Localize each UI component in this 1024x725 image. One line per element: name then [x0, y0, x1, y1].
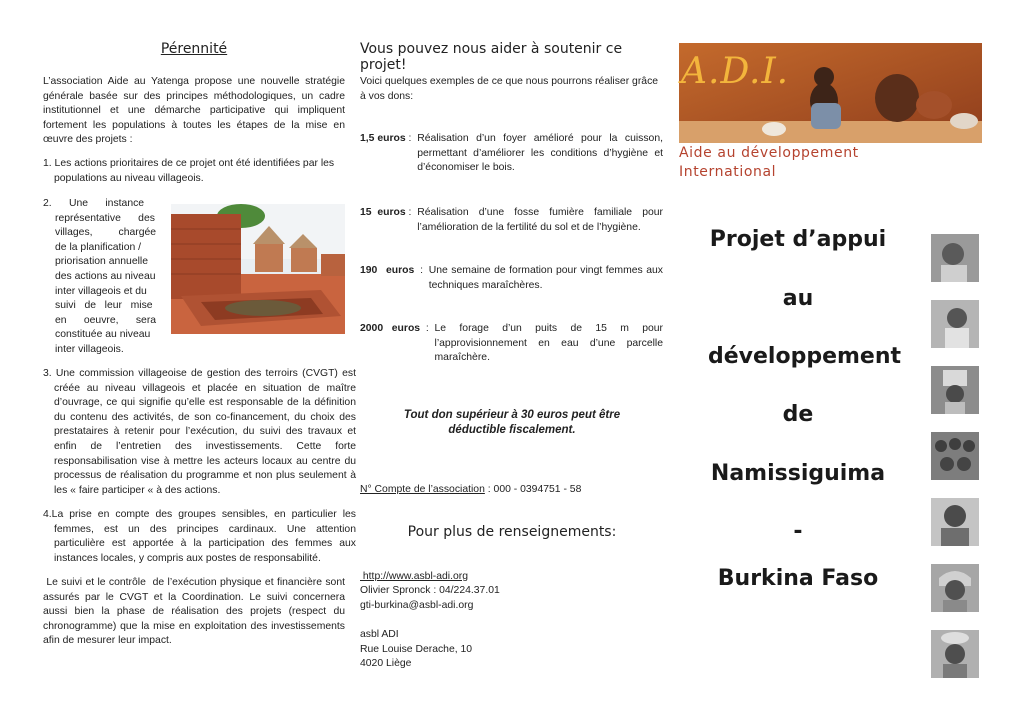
project-title-line: Projet d’appui	[709, 227, 887, 252]
list-item-2-line: inter villageois.	[55, 343, 124, 355]
website-link[interactable]: http://www.asbl-adi.org	[360, 571, 468, 582]
section-title-perennite: Pérennité	[160, 41, 228, 57]
closing-paragraph: Le suivi et le contrôle de l’exécution physique et financière sont assurés par le CVGT et la Coordination. Le suivi concernera aussi bien la phase de réalisation des projets (respect du chronogramme) que la mise en exploitation des investissements afin de mesurer leur impact.	[43, 577, 348, 647]
tax-deduction-note: Tout don supérieur à 30 euros peut être déductible fiscalement.	[403, 409, 621, 436]
donation-separator: :	[414, 265, 429, 276]
address-line-1: asbl ADI	[360, 629, 399, 640]
child-portrait-thumbnail	[931, 630, 979, 678]
list-item-3: 3. Une commission villageoise de gestion des terroirs (CVGT) est créée au niveau villageois et placée en situation de maître d’ouvrage, ce qui signifie qu’elle est responsable de la définition du contenu des activités, de son co-financement, du choix des prestataires à retenir pour l’exécution, du suivi des travaux et enfin de l’entretien des investissements. Cette forte responsabilisation vise à mettre les acteurs locaux au centre du processus de réalisation du programme et non plus seulement à les « faire participer « à des actions.	[43, 368, 356, 496]
donation-description: Réalisation d’une fosse fumière familiale pour l’amélioration de la fertilité du sol et de l’hygiène.	[417, 207, 663, 233]
org-name	[679, 144, 859, 182]
donation-amount: 190 euros	[360, 265, 415, 276]
address-line-3: 4020 Liège	[360, 658, 412, 669]
child-portrait-thumbnail	[931, 498, 979, 546]
donation-description: Une semaine de formation pour vingt femmes aux techniques maraîchères.	[428, 265, 663, 291]
project-title-line: Burkina Faso	[717, 566, 879, 591]
project-title-line: de	[782, 402, 814, 427]
list-item-2-line: de la planification /	[55, 241, 142, 253]
list-item-2-line: suivi de leur mise	[55, 300, 153, 312]
donations-title: Vous pouvez nous aider à soutenir ce projet!	[360, 41, 623, 73]
bank-account	[360, 483, 664, 498]
list-item-2	[43, 197, 163, 358]
list-item-2-line: des actions au niveau	[55, 270, 156, 282]
donation-description: Le forage d’un puits de 15 m pour l’approvisionnement en eau d’une parcelle maraîchère.	[434, 323, 663, 364]
donation-description: Réalisation d’un foyer amélioré pour la cuisson, permettant d’améliorer les conditions d’hygiène et d’économiser le bois.	[417, 133, 663, 174]
address-line-2: Rue Louise Derache, 10	[360, 644, 473, 655]
list-item-2-line: inter villageois et du	[55, 285, 147, 297]
adi-logo-text: A.D.I.	[681, 51, 790, 92]
project-title-line: développement	[708, 344, 902, 369]
child-portrait-thumbnail	[931, 366, 979, 414]
list-item-2-line: représentative des	[55, 212, 155, 224]
account-label: N° Compte de l’association	[360, 484, 485, 495]
more-info-heading: Pour plus de renseignements:	[407, 524, 617, 540]
donation-amount: 2000 euros	[360, 323, 421, 334]
project-title-line: Namissiguima	[710, 461, 886, 486]
list-item-2-line: 2. Une instance	[43, 198, 145, 209]
donation-row	[360, 322, 663, 366]
contact-email[interactable]: gti-burkina@asbl-adi.org	[360, 600, 474, 611]
adi-banner	[679, 43, 982, 143]
list-item-2-line: en oeuvre, sera	[55, 314, 157, 326]
list-item-2-line: priorisation annuelle	[55, 256, 148, 268]
child-portrait-thumbnail	[931, 300, 979, 348]
donation-amount: 1,5 euros	[360, 133, 406, 144]
org-name-line-2: International	[679, 164, 777, 180]
project-title-line: -	[793, 519, 803, 544]
donation-row	[360, 206, 663, 235]
account-number: : 000 - 0394751 - 58	[484, 484, 582, 495]
donation-amount: 15 euros	[360, 207, 406, 218]
donation-separator: :	[405, 207, 418, 218]
children-group-thumbnail	[931, 432, 979, 480]
org-name-line-1: Aide au développement	[679, 145, 859, 161]
project-title-line: au	[782, 286, 814, 311]
village-granary-photo	[171, 204, 345, 334]
list-item-4: 4.La prise en compte des groupes sensibles, en particulier les femmes, est un des principes cardinaux. Une attention particulière est apportée à la participation des femmes aux instances locales, y compris aux postes de responsabilité.	[43, 509, 356, 564]
contact-phone: Olivier Spronck : 04/224.37.01	[360, 585, 500, 596]
list-item-1: 1. Les actions prioritaires de ce projet ont été identifiées par les populations au niveau villageois.	[43, 158, 335, 184]
child-portrait-thumbnail	[931, 234, 979, 282]
list-item-2-line: villages, chargée	[55, 227, 157, 239]
donation-row	[360, 264, 663, 293]
intro-paragraph: L’association Aide au Yatenga propose une nouvelle stratégie générale basée sur des principes méthodologiques, un cadre institutionnel et une démarche participative qui impliquent fortement les populations à toutes les étapes de la mise en œuvre des projets :	[43, 76, 345, 146]
list-item-2-line: constituée au niveau	[55, 329, 151, 341]
donation-separator: :	[405, 133, 418, 144]
donation-separator: :	[420, 323, 435, 334]
donations-intro: Voici quelques exemples de ce que nous pourrons réaliser grâce à vos dons:	[360, 76, 659, 102]
child-portrait-thumbnail	[931, 564, 979, 612]
donation-row	[360, 132, 663, 176]
